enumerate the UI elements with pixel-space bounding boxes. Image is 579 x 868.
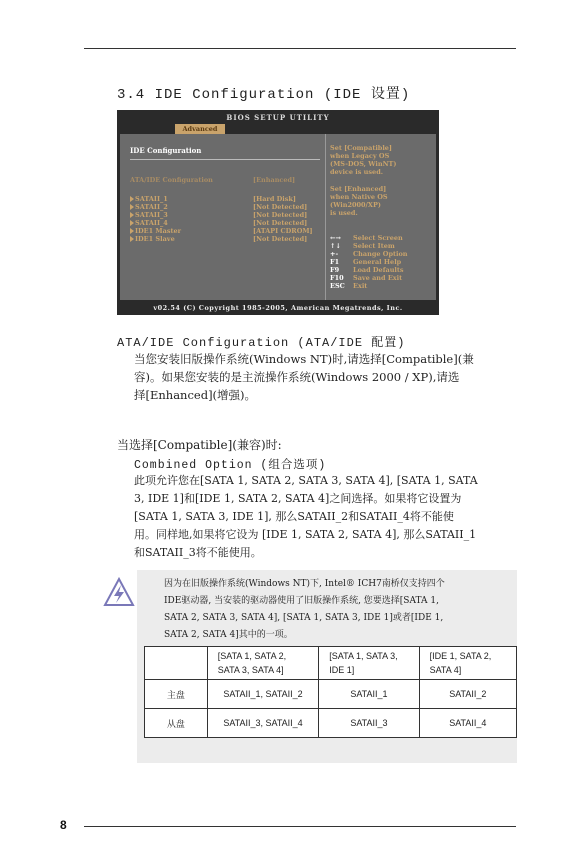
bios-item-sataii-2	[130, 203, 168, 211]
bios-key-desc: Change Option	[353, 250, 408, 258]
bios-item-label: IDE1 Master	[135, 227, 182, 235]
bios-item-sataii-3	[130, 211, 168, 219]
combined-title: Combined Option (组合选项)	[134, 459, 327, 472]
table-row-label: 从盘	[145, 709, 208, 738]
bios-item-label: SATAII_1	[135, 195, 168, 203]
table-row-label: 主盘	[145, 680, 208, 709]
ata-desc-line: 当您安装旧版操作系统(Windows NT)时,请选择[Compatible](兼	[134, 352, 474, 366]
footer-rule	[84, 826, 516, 827]
table-header-row	[145, 647, 517, 680]
pointer-icon	[130, 196, 134, 202]
bios-footer: v02.54 (C) Copyright 1985-2005, American Megatrends, Inc.	[153, 304, 403, 312]
combined-desc-line: 3, IDE 1]和[IDE 1, SATA 2, SATA 4]之间选择。如果将它设置为	[134, 492, 462, 505]
table-cell: SATAII_3, SATAII_4	[207, 709, 319, 738]
bios-screenshot	[117, 110, 439, 315]
note-text: 因为在旧版操作系统(Windows NT)下, Intel® ICH7南桥仅支持四个 IDE驱动器, 当安装的驱动器使用了旧版操作系统, 您要选择[SATA 1, SATA 2, SATA 3, SATA 4], [SATA 1, SATA 3, IDE 1]或者[IDE 1, SATA 2, SATA 4]其中的一项。	[164, 579, 445, 640]
bios-item-value: [Not Detected]	[253, 203, 308, 211]
table-cell: SATAII_1, SATAII_2	[207, 680, 319, 709]
bios-item-sataii-4	[130, 219, 168, 227]
bios-panel	[120, 134, 436, 300]
bios-item-value: [Not Detected]	[253, 211, 308, 219]
bios-key: F10	[330, 274, 344, 282]
bios-key-desc: Load Defaults	[353, 266, 404, 274]
ata-desc-line: 择[Enhanced](增强)。	[134, 388, 257, 402]
bios-item-sataii-1	[130, 195, 168, 203]
page-number: 8	[60, 818, 67, 832]
bios-key: ↑↓	[330, 242, 341, 250]
bios-title: BIOS SETUP UTILITY	[226, 113, 330, 122]
bios-key: F1	[330, 258, 340, 266]
bios-help-compatible: Set [Compatible] when Legacy OS (MS-DOS, WinNT) device is used.	[330, 144, 397, 176]
bios-ata-label: ATA/IDE Configuration	[130, 176, 213, 184]
compat-title: 当选择[Compatible](兼容)时:	[117, 438, 282, 452]
ata-title: ATA/IDE Configuration (ATA/IDE 配置)	[117, 336, 406, 350]
bios-item-ide1-slave	[130, 235, 175, 243]
bios-item-label: SATAII_3	[135, 211, 168, 219]
table-header-cell: [IDE 1, SATA 2, SATA 4]	[419, 647, 516, 680]
combined-desc-line: 此项允许您在[SATA 1, SATA 2, SATA 3, SATA 4], [SATA 1, SATA	[134, 474, 478, 487]
pointer-icon	[130, 236, 134, 242]
table-cell: SATAII_3	[319, 709, 419, 738]
warning-icon	[103, 577, 135, 607]
table-cell: SATAII_4	[419, 709, 516, 738]
bios-tab-advanced: Advanced	[175, 124, 225, 134]
bios-key-desc: Select Screen	[353, 234, 403, 242]
bios-key: +-	[330, 250, 339, 258]
drive-table	[144, 646, 517, 738]
pointer-icon	[130, 212, 134, 218]
table-header-cell: [SATA 1, SATA 3, IDE 1]	[319, 647, 419, 680]
bios-key: F9	[330, 266, 340, 274]
bios-key: ESC	[330, 282, 345, 290]
bios-ata-value: [Enhanced]	[253, 176, 296, 184]
bios-heading: IDE Configuration	[130, 146, 202, 155]
bios-key-desc: Save and Exit	[353, 274, 403, 282]
bios-divider	[325, 134, 326, 300]
bios-key-desc: Select Item	[353, 242, 395, 250]
header-rule	[84, 48, 516, 49]
section-heading: 3.4 IDE Configuration (IDE 设置)	[117, 87, 411, 103]
pointer-icon	[130, 204, 134, 210]
note-box	[137, 570, 517, 763]
bios-item-value: [ATAPI CDROM]	[253, 227, 313, 235]
combined-desc-line: 用。同样地,如果将它设为 [IDE 1, SATA 2, SATA 4], 那么SATAII_1	[134, 528, 477, 541]
bios-item-value: [Not Detected]	[253, 235, 308, 243]
bios-key: ←→	[330, 234, 341, 242]
pointer-icon	[130, 228, 134, 234]
pointer-icon	[130, 220, 134, 226]
bios-heading-rule	[130, 159, 320, 160]
bios-item-value: [Hard Disk]	[253, 195, 297, 203]
bios-item-value: [Not Detected]	[253, 219, 308, 227]
bios-item-label: SATAII_2	[135, 203, 168, 211]
bios-key-desc: General Help	[353, 258, 402, 266]
combined-desc-line: [SATA 1, SATA 3, IDE 1], 那么SATAII_2和SATAII_4将不能使	[134, 510, 454, 523]
bios-key-desc: Exit	[353, 282, 368, 290]
table-header-cell: [SATA 1, SATA 2, SATA 3, SATA 4]	[207, 647, 319, 680]
table-row	[145, 680, 517, 709]
combined-desc-line: 和SATAII_3将不能使用。	[134, 546, 262, 559]
ata-desc-line: 容)。如果您安装的是主流操作系统(Windows 2000 / XP),请选	[134, 370, 460, 384]
bios-help-enhanced: Set [Enhanced] when Native OS (Win2000/XP) is used.	[330, 185, 388, 217]
bios-item-label: SATAII_4	[135, 219, 168, 227]
table-row	[145, 709, 517, 738]
table-header-cell	[145, 647, 208, 680]
bios-item-label: IDE1 Slave	[135, 235, 175, 243]
table-cell: SATAII_2	[419, 680, 516, 709]
table-cell: SATAII_1	[319, 680, 419, 709]
bios-item-ide1-master	[130, 227, 181, 235]
